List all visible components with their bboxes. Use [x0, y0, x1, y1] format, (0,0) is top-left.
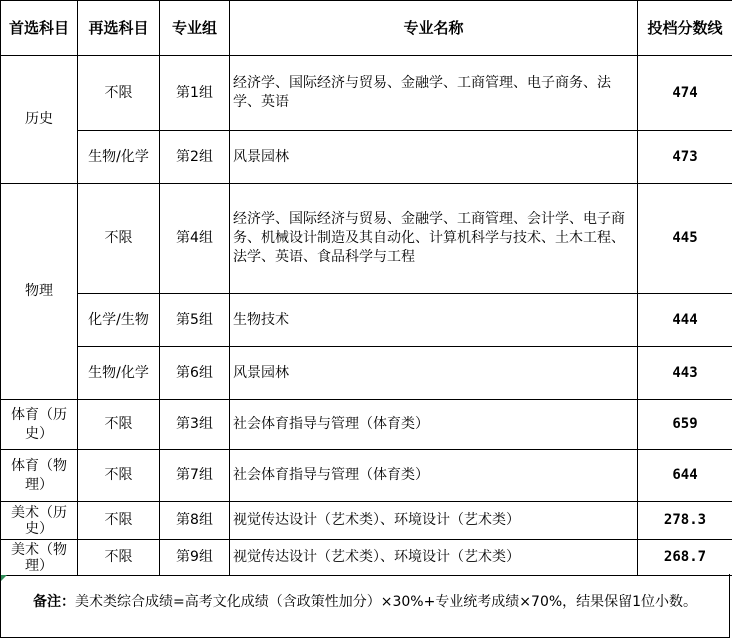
cutoff-score-cell: 644 — [638, 450, 732, 502]
first-subject-cell: 物理 — [1, 184, 78, 400]
major-name-cell: 经济学、国际经济与贸易、金融学、工商管理、会计学、电子商务、机械设计制造及其自动化、计算机科学与技术、土木工程、法学、英语、食品科学与工程 — [230, 184, 638, 294]
second-subject-cell: 不限 — [78, 502, 160, 540]
major-name-cell: 视觉传达设计（艺术类）、环境设计（艺术类） — [230, 540, 638, 576]
table-row — [1, 184, 732, 294]
first-subject-cell: 体育（物理） — [1, 450, 78, 502]
table-row — [1, 400, 732, 450]
major-name-cell: 经济学、国际经济与贸易、金融学、工商管理、电子商务、法学、英语 — [230, 56, 638, 131]
major-group-cell: 第9组 — [160, 540, 230, 576]
major-group-cell: 第2组 — [160, 131, 230, 184]
second-subject-cell: 化学/生物 — [78, 294, 160, 347]
cell-corner-marker — [1, 575, 7, 581]
major-group-cell: 第1组 — [160, 56, 230, 131]
second-subject-cell: 生物/化学 — [78, 347, 160, 400]
major-group-cell: 第8组 — [160, 502, 230, 540]
major-group-cell: 第7组 — [160, 450, 230, 502]
second-subject-cell: 不限 — [78, 56, 160, 131]
major-name-cell: 视觉传达设计（艺术类）、环境设计（艺术类） — [230, 502, 638, 540]
major-name-cell: 风景园林 — [230, 131, 638, 184]
major-group-cell: 第4组 — [160, 184, 230, 294]
cutoff-score-cell: 268.7 — [638, 540, 732, 576]
header-cutoff-score: 投档分数线 — [638, 1, 732, 56]
major-name-cell: 社会体育指导与管理（体育类） — [230, 450, 638, 502]
second-subject-cell: 生物/化学 — [78, 131, 160, 184]
remarks-box — [0, 574, 730, 638]
second-subject-cell: 不限 — [78, 540, 160, 576]
cutoff-score-cell: 278.3 — [638, 502, 732, 540]
second-subject-cell: 不限 — [78, 184, 160, 294]
major-name-cell: 生物技术 — [230, 294, 638, 347]
first-subject-cell: 历史 — [1, 56, 78, 184]
major-name-cell: 社会体育指导与管理（体育类） — [230, 400, 638, 450]
table-row — [1, 131, 732, 184]
remarks-content: 美术类综合成绩=高考文化成绩（含政策性加分）×30%+专业统考成绩×70%，结果保留1位小数。 — [75, 594, 698, 610]
remarks-label: 备注： — [33, 594, 75, 610]
header-major-name: 专业名称 — [230, 1, 638, 56]
major-group-cell: 第5组 — [160, 294, 230, 347]
major-group-cell: 第3组 — [160, 400, 230, 450]
table-header-row — [1, 1, 732, 56]
table-row — [1, 294, 732, 347]
table-row — [1, 502, 732, 540]
header-major-group: 专业组 — [160, 1, 230, 56]
major-group-cell: 第6组 — [160, 347, 230, 400]
header-second-subject: 再选科目 — [78, 1, 160, 56]
table-row — [1, 56, 732, 131]
major-name-cell: 风景园林 — [230, 347, 638, 400]
cutoff-score-cell: 444 — [638, 294, 732, 347]
first-subject-cell: 美术（历史） — [1, 502, 78, 540]
cutoff-score-cell: 474 — [638, 56, 732, 131]
first-subject-cell: 美术（物理） — [1, 540, 78, 576]
first-subject-cell: 体育（历史） — [1, 400, 78, 450]
cutoff-score-cell: 445 — [638, 184, 732, 294]
table-row — [1, 540, 732, 576]
header-first-subject: 首选科目 — [1, 1, 78, 56]
cutoff-score-cell: 473 — [638, 131, 732, 184]
table-row — [1, 450, 732, 502]
second-subject-cell: 不限 — [78, 400, 160, 450]
table-row — [1, 347, 732, 400]
second-subject-cell: 不限 — [78, 450, 160, 502]
remarks-text — [5, 592, 729, 612]
cutoff-score-cell: 443 — [638, 347, 732, 400]
cutoff-score-cell: 659 — [638, 400, 732, 450]
